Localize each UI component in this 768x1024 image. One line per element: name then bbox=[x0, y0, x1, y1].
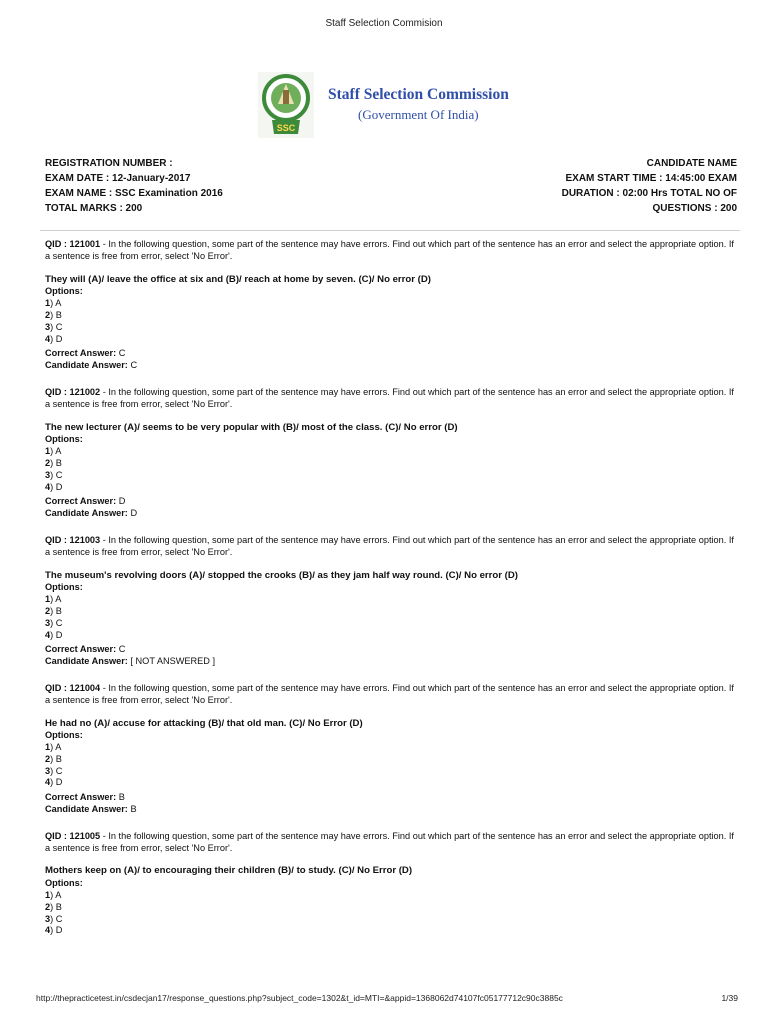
option-label: ) C bbox=[50, 321, 63, 332]
option-label: ) A bbox=[50, 594, 62, 605]
exam-start-time: EXAM START TIME : 14:45:00 EXAM bbox=[565, 173, 737, 184]
option-number: 3 bbox=[45, 765, 51, 776]
question-id: QID : 121001 bbox=[45, 239, 101, 249]
question-block bbox=[45, 683, 735, 816]
question-block bbox=[45, 535, 735, 668]
option-label: ) B bbox=[50, 605, 62, 616]
correct-answer-value: B bbox=[118, 792, 125, 803]
candidate-answer-value: B bbox=[130, 804, 137, 815]
option-item bbox=[45, 890, 735, 902]
option-item bbox=[45, 322, 735, 334]
option-item bbox=[45, 458, 735, 470]
meta-right bbox=[562, 156, 737, 216]
correct-answer-label: Correct Answer: bbox=[45, 496, 117, 507]
option-number: 4 bbox=[45, 481, 51, 492]
option-label: ) C bbox=[50, 765, 63, 776]
page-header-title: Staff Selection Commision bbox=[325, 18, 443, 29]
question-block bbox=[45, 831, 735, 937]
candidate-answer-label: Candidate Answer: bbox=[45, 508, 128, 519]
option-label: ) B bbox=[50, 753, 62, 764]
options-label: Options: bbox=[45, 878, 83, 889]
option-item bbox=[45, 766, 735, 778]
options-label: Options: bbox=[45, 582, 83, 593]
question-id: QID : 121003 bbox=[45, 534, 101, 545]
org-subtitle: (Government Of India) bbox=[358, 107, 479, 122]
options-label: Options: bbox=[45, 434, 83, 445]
candidate-answer-label: Candidate Answer: bbox=[45, 656, 128, 667]
option-item bbox=[45, 310, 735, 322]
total-questions: QUESTIONS : 200 bbox=[652, 203, 737, 214]
option-number: 2 bbox=[45, 753, 51, 764]
question-instruction bbox=[45, 387, 735, 411]
option-item bbox=[45, 298, 735, 310]
question-instruction bbox=[45, 535, 735, 559]
option-number: 2 bbox=[45, 309, 51, 320]
option-number: 4 bbox=[45, 777, 51, 788]
option-label: ) C bbox=[50, 617, 63, 628]
candidate-answer bbox=[45, 804, 735, 816]
option-label: ) C bbox=[50, 913, 63, 924]
options-label: Options: bbox=[45, 286, 83, 297]
option-number: 3 bbox=[45, 913, 51, 924]
instruction-text: - In the following question, some part of the sentence may have errors. Find out which part of the sentence has an error and select the appropriate option. If a sentence is free from error, select 'No Error'. bbox=[45, 386, 734, 409]
option-item bbox=[45, 594, 735, 606]
org-name: Staff Selection Commission bbox=[328, 86, 509, 103]
correct-answer-label: Correct Answer: bbox=[45, 644, 117, 655]
exam-date: EXAM DATE : 12-January-2017 bbox=[45, 173, 191, 184]
option-item bbox=[45, 914, 735, 926]
svg-text:SSC: SSC bbox=[276, 123, 296, 133]
option-label: ) B bbox=[50, 457, 62, 468]
option-label: ) D bbox=[50, 481, 63, 492]
option-item bbox=[45, 334, 735, 346]
options-label: Options: bbox=[45, 730, 83, 741]
correct-answer bbox=[45, 496, 735, 508]
option-number: 4 bbox=[45, 629, 51, 640]
option-number: 1 bbox=[45, 298, 51, 309]
option-number: 3 bbox=[45, 321, 51, 332]
question-text: Mothers keep on (A)/ to encouraging their children (B)/ to study. (C)/ No Error (D) bbox=[45, 865, 413, 877]
option-number: 2 bbox=[45, 901, 51, 912]
question-text: The museum's revolving doors (A)/ stopped the crooks (B)/ as they jam half way round. (C)/ No error (D) bbox=[45, 569, 518, 581]
correct-answer bbox=[45, 348, 735, 360]
correct-answer bbox=[45, 792, 735, 804]
candidate-answer bbox=[45, 360, 735, 372]
total-marks: TOTAL MARKS : 200 bbox=[45, 203, 143, 214]
instruction-text: - In the following question, some part of the sentence may have errors. Find out which part of the sentence has an error and select the appropriate option. If a sentence is free from error, select 'No Error'. bbox=[45, 239, 734, 261]
option-label: ) B bbox=[50, 901, 62, 912]
question-text: They will (A)/ leave the office at six and (B)/ reach at home by seven. (C)/ No error (D) bbox=[45, 273, 431, 285]
question-id: QID : 121005 bbox=[45, 830, 101, 841]
registration-number: REGISTRATION NUMBER : bbox=[45, 158, 173, 169]
option-label: ) C bbox=[50, 469, 63, 480]
option-label: ) A bbox=[50, 890, 62, 901]
exam-name: EXAM NAME : SSC Examination 2016 bbox=[45, 188, 223, 199]
option-number: 1 bbox=[45, 446, 51, 457]
option-item bbox=[45, 482, 735, 494]
option-item bbox=[45, 925, 735, 937]
question-instruction bbox=[45, 239, 735, 263]
candidate-answer-value: C bbox=[130, 360, 138, 371]
question-instruction bbox=[45, 831, 735, 855]
option-item bbox=[45, 902, 735, 914]
option-item bbox=[45, 777, 735, 789]
option-item bbox=[45, 630, 735, 642]
question-id: QID : 121004 bbox=[45, 682, 101, 693]
option-item bbox=[45, 606, 735, 618]
option-label: ) D bbox=[50, 333, 63, 344]
correct-answer-label: Correct Answer: bbox=[45, 348, 117, 359]
option-item bbox=[45, 754, 735, 766]
correct-answer-value: C bbox=[118, 348, 126, 359]
question-id: QID : 121002 bbox=[45, 386, 101, 397]
question-list bbox=[45, 239, 735, 952]
candidate-answer-label: Candidate Answer: bbox=[45, 360, 128, 371]
candidate-answer bbox=[45, 508, 735, 520]
option-item bbox=[45, 742, 735, 754]
option-number: 3 bbox=[45, 469, 51, 480]
footer-url[interactable]: http://thepracticetest.in/csdecjan17/response_questions.php?subject_code=1302&t_id=MTI=&appid=1368062d74107fc05177712c90c3885c bbox=[36, 993, 563, 1003]
correct-answer-value: C bbox=[118, 644, 126, 655]
org-header bbox=[258, 72, 558, 140]
instruction-text: - In the following question, some part of the sentence may have errors. Find out which part of the sentence has an error and select the appropriate option. If a sentence is free from error, select 'No Error'. bbox=[45, 830, 734, 853]
correct-answer-value: D bbox=[118, 496, 126, 507]
instruction-text: - In the following question, some part of the sentence may have errors. Find out which part of the sentence has an error and select the appropriate option. If a sentence is free from error, select 'No Error'. bbox=[45, 534, 734, 557]
meta-left bbox=[45, 156, 223, 216]
option-number: 4 bbox=[45, 333, 51, 344]
option-number: 3 bbox=[45, 617, 51, 628]
divider bbox=[40, 230, 740, 231]
option-number: 2 bbox=[45, 457, 51, 468]
duration: DURATION : 02:00 Hrs TOTAL NO OF bbox=[561, 188, 737, 199]
ssc-logo bbox=[258, 72, 314, 138]
question-instruction bbox=[45, 683, 735, 707]
option-label: ) A bbox=[50, 298, 62, 309]
question-block bbox=[45, 239, 735, 372]
instruction-text: - In the following question, some part of the sentence may have errors. Find out which part of the sentence has an error and select the appropriate option. If a sentence is free from error, select 'No Error'. bbox=[45, 682, 734, 705]
option-number: 1 bbox=[45, 742, 51, 753]
option-label: ) D bbox=[50, 629, 63, 640]
option-item bbox=[45, 470, 735, 482]
option-number: 1 bbox=[45, 594, 51, 605]
candidate-answer-value: D bbox=[130, 508, 138, 519]
option-item bbox=[45, 446, 735, 458]
option-number: 4 bbox=[45, 925, 51, 936]
option-number: 2 bbox=[45, 605, 51, 616]
candidate-answer-label: Candidate Answer: bbox=[45, 804, 128, 815]
option-item bbox=[45, 618, 735, 630]
candidate-name: CANDIDATE NAME bbox=[646, 158, 737, 169]
question-block bbox=[45, 387, 735, 520]
option-label: ) D bbox=[50, 777, 63, 788]
option-label: ) B bbox=[50, 309, 62, 320]
candidate-answer bbox=[45, 656, 735, 668]
correct-answer-label: Correct Answer: bbox=[45, 792, 117, 803]
option-label: ) A bbox=[50, 446, 62, 457]
question-text: The new lecturer (A)/ seems to be very popular with (B)/ most of the class. (C)/ No error (D) bbox=[45, 421, 458, 433]
option-number: 1 bbox=[45, 890, 51, 901]
question-text: He had no (A)/ accuse for attacking (B)/ that old man. (C)/ No Error (D) bbox=[45, 717, 363, 729]
page-number: 1/39 bbox=[721, 993, 738, 1003]
candidate-answer-value: [ NOT ANSWERED ] bbox=[130, 656, 216, 667]
correct-answer bbox=[45, 644, 735, 656]
option-label: ) D bbox=[50, 925, 63, 936]
option-label: ) A bbox=[50, 742, 62, 753]
